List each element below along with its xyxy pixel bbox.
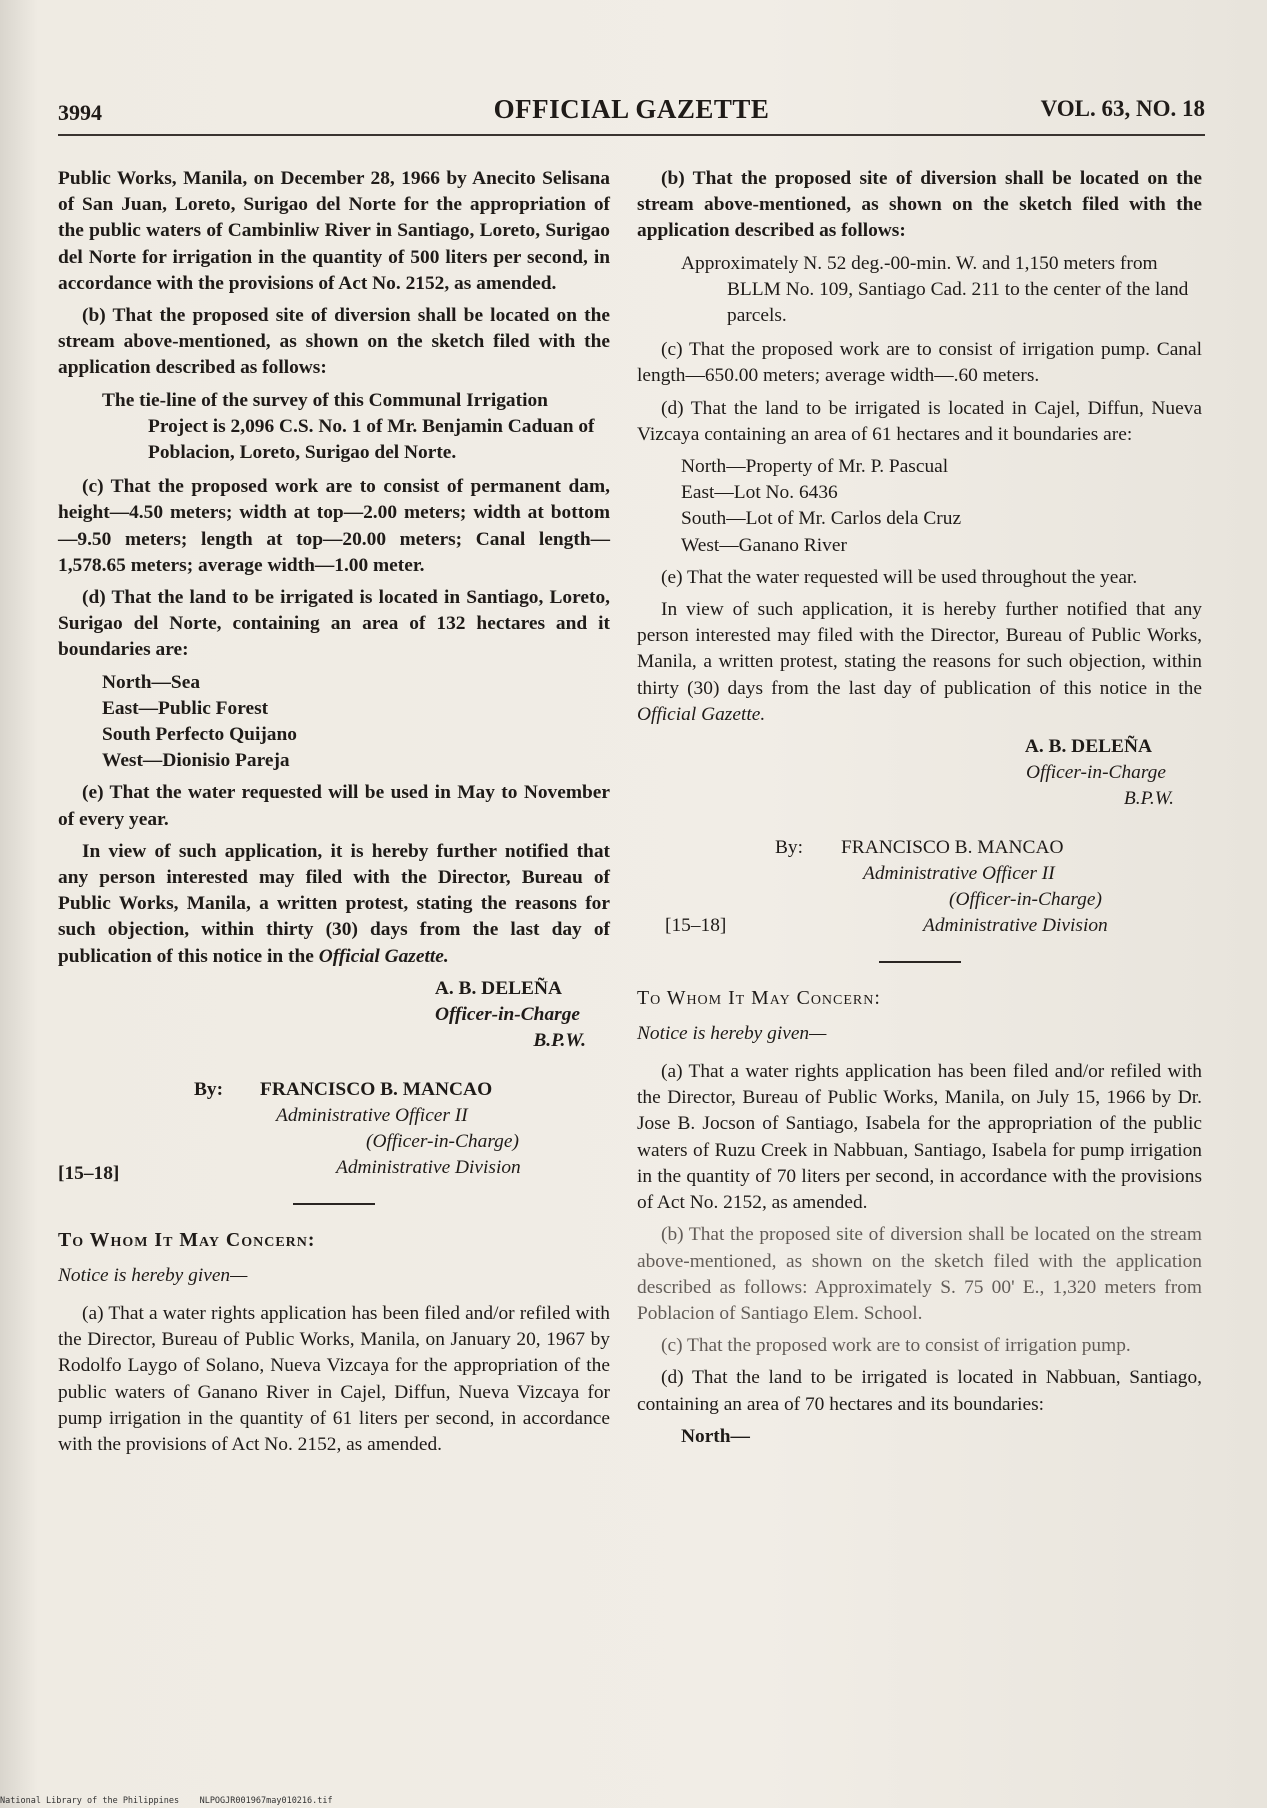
right-signature-block	[637, 734, 1202, 813]
right-by-label: By:	[775, 836, 804, 858]
left-by-role1: Administrative Officer II	[276, 1104, 468, 1126]
right-paragraph-a2: (a) That a water rights application has been filed and/or refiled with the Director, Bureau of Public Works, Manila, on July 15, 1966 by Dr. Jose B. Jocson of Santiago, Isabela for the appropriation of the public waters of Ruzu Creek in Nabbuan, Santiago, Isabela for pump irrigation in the quantity of 70 liters per second, in accordance with the provisions of Act No. 2152, as amended.	[637, 1061, 1202, 1214]
page-header	[58, 88, 1205, 136]
left-paragraph-e: (e) That the water requested will be used in May to November of every year.	[58, 782, 610, 830]
right-concern-heading: To Whom It May Concern:	[637, 986, 881, 1009]
left-sign-title: Officer-in-Charge	[434, 1004, 580, 1026]
scan-footer: National Library of the Philippines NLPOGJR001967may010216.tif	[0, 1796, 333, 1806]
left-intro-paragraph: Public Works, Manila, on December 28, 1966 by Anecito Selisana of San Juan, Loreto, Surigao del Norte for the appropriation of the public waters of Cambinliw River in Santiago, Loreto, Surigao del Norte for irrigation in the quantity of 500 liters per second, in accordance with the provisions of Act No. 2152, as amended.	[58, 168, 610, 294]
boundary-east: East—Lot No. 6436	[681, 482, 838, 504]
publication-title: OFFICIAL GAZETTE	[493, 94, 770, 124]
right-paragraph-d2: (d) That the land to be irrigated is located in Nabbuan, Santiago, containing an area of 70 hectares and its boundaries:	[637, 1367, 1202, 1415]
left-by-role3: Administrative Division	[336, 1156, 521, 1178]
left-boundaries	[102, 670, 610, 775]
right-paragraph-c2: (c) That the proposed work are to consist of irrigation pump.	[661, 1335, 1131, 1357]
left-signature-block	[58, 976, 610, 1055]
left-paragraph-c: (c) That the proposed work are to consist of permanent dam, height—4.50 meters; width at top—2.00 meters; width at bottom—9.50 meters; length at top—20.00 meters; Canal length—1,578.65 meters; average width—1.00 meter.	[58, 476, 610, 576]
left-protest-text: In view of such application, it is hereby further notified that any person interested may filed with the Director, Bureau of Public Works, Manila, a written protest, stating the reasons for such objection, within thirty (30) days from the last day of publication of this notice in the	[58, 840, 610, 967]
boundary-south: South Perfecto Quijano	[102, 724, 297, 746]
right-paragraph-d: (d) That the land to be irrigated is located in Cajel, Diffun, Nueva Vizcaya containing an area of 61 hectares and it boundaries are:	[637, 397, 1202, 445]
boundary-north: North—Sea	[102, 671, 201, 693]
boundary-west: West—Ganano River	[681, 534, 847, 556]
left-sign-office: B.P.W.	[533, 1030, 586, 1052]
right-protest-paragraph	[637, 597, 1202, 728]
left-column	[58, 166, 610, 1464]
volume-number: VOL. 63, NO. 18	[1040, 96, 1205, 121]
left-by-role2: (Officer-in-Charge)	[366, 1130, 519, 1152]
boundary-west: West—Dionisio Pareja	[102, 750, 290, 772]
left-paragraph-b: (b) That the proposed site of diversion shall be located on the stream above-mentioned, as shown on the sketch filed with the application described as follows:	[58, 305, 610, 379]
right-issue-ref: [15–18]	[665, 914, 727, 936]
left-paragraph-d: (d) That the land to be irrigated is located in Santiago, Loreto, Surigao del Norte, containing an area of 132 hectares and it boundaries are:	[58, 587, 610, 661]
boundary-north: North—Property of Mr. P. Pascual	[681, 456, 949, 478]
right-by-role3: Administrative Division	[923, 914, 1108, 936]
left-byline	[58, 1077, 610, 1184]
left-by-label: By:	[194, 1078, 224, 1100]
page-number: 3994	[58, 100, 102, 125]
right-by-role1: Administrative Officer II	[863, 862, 1055, 884]
right-byline	[637, 835, 1202, 939]
right-boundaries	[681, 454, 1202, 559]
right-separator	[879, 961, 961, 963]
left-concern-heading: To Whom It May Concern:	[58, 1228, 316, 1251]
right-notice-given: Notice is hereby given—	[637, 1022, 827, 1044]
left-sign-name: A. B. DELEÑA	[434, 977, 562, 999]
right-protest-text: In view of such application, it is hereby further notified that any person interested may filed with the Director, Bureau of Public Works, Manila, a written protest, stating the reasons for such objection, within thirty (30) days from the last day of publication of this notice in the	[637, 599, 1202, 699]
left-separator	[293, 1203, 375, 1205]
right-sign-title: Officer-in-Charge	[1026, 762, 1166, 784]
right-paragraph-c: (c) That the proposed work are to consist of irrigation pump. Canal length—650.00 meters; average width—.60 meters.	[637, 339, 1202, 387]
left-by-name: FRANCISCO B. MANCAO	[260, 1078, 493, 1100]
left-gazette-ref: Official Gazette.	[318, 945, 449, 967]
left-paragraph-a2: (a) That a water rights application has been filed and/or refiled with the Director, Bureau of Public Works, Manila, on January 20, 1967 by Rodolfo Laygo of Solano, Nueva Vizcaya for the appropriation of the public waters of Ganano River in Cajel, Diffun, Nueva Vizcaya for pump irrigation in the quantity of 61 liters per second, in accordance with the provisions of Act No. 2152, as amended.	[58, 1302, 610, 1455]
right-gazette-ref: Official Gazette.	[637, 703, 766, 725]
left-diversion-location: The tie-line of the survey of this Communal Irrigation Project is 2,096 C.S. No. 1 of Mr. Benjamin Caduan of Poblacion, Loreto, Surigao del Norte.	[102, 389, 595, 464]
right-by-name: FRANCISCO B. MANCAO	[841, 836, 1064, 858]
boundary-east: East—Public Forest	[102, 697, 269, 719]
right-sign-office: B.P.W.	[1123, 788, 1174, 810]
right-paragraph-b: (b) That the proposed site of diversion shall be located on the stream above-mentioned, as shown on the sketch filed with the application described as follows:	[637, 168, 1202, 242]
right-sign-name: A. B. DELEÑA	[1024, 736, 1152, 758]
right-by-role2: (Officer-in-Charge)	[949, 888, 1102, 910]
left-protest-paragraph	[58, 839, 610, 970]
left-issue-ref: [15–18]	[58, 1162, 120, 1184]
right-north-boundary: North—	[681, 1425, 750, 1447]
right-diversion-location: Approximately N. 52 deg.-00-min. W. and 1,150 meters from BLLM No. 109, Santiago Cad. 211 to the center of the land parcels.	[681, 252, 1189, 327]
right-column	[637, 166, 1202, 1450]
left-notice-given: Notice is hereby given—	[58, 1264, 248, 1286]
right-paragraph-e: (e) That the water requested will be used throughout the year.	[661, 566, 1138, 588]
right-paragraph-b2: (b) That the proposed site of diversion shall be located on the stream above-mentioned, as shown on the sketch filed with the application described as follows: Approximately S. 75 00' E., 1,320 meters from Poblacion of Santiago Elem. School.	[637, 1224, 1202, 1324]
boundary-south: South—Lot of Mr. Carlos dela Cruz	[681, 508, 962, 530]
